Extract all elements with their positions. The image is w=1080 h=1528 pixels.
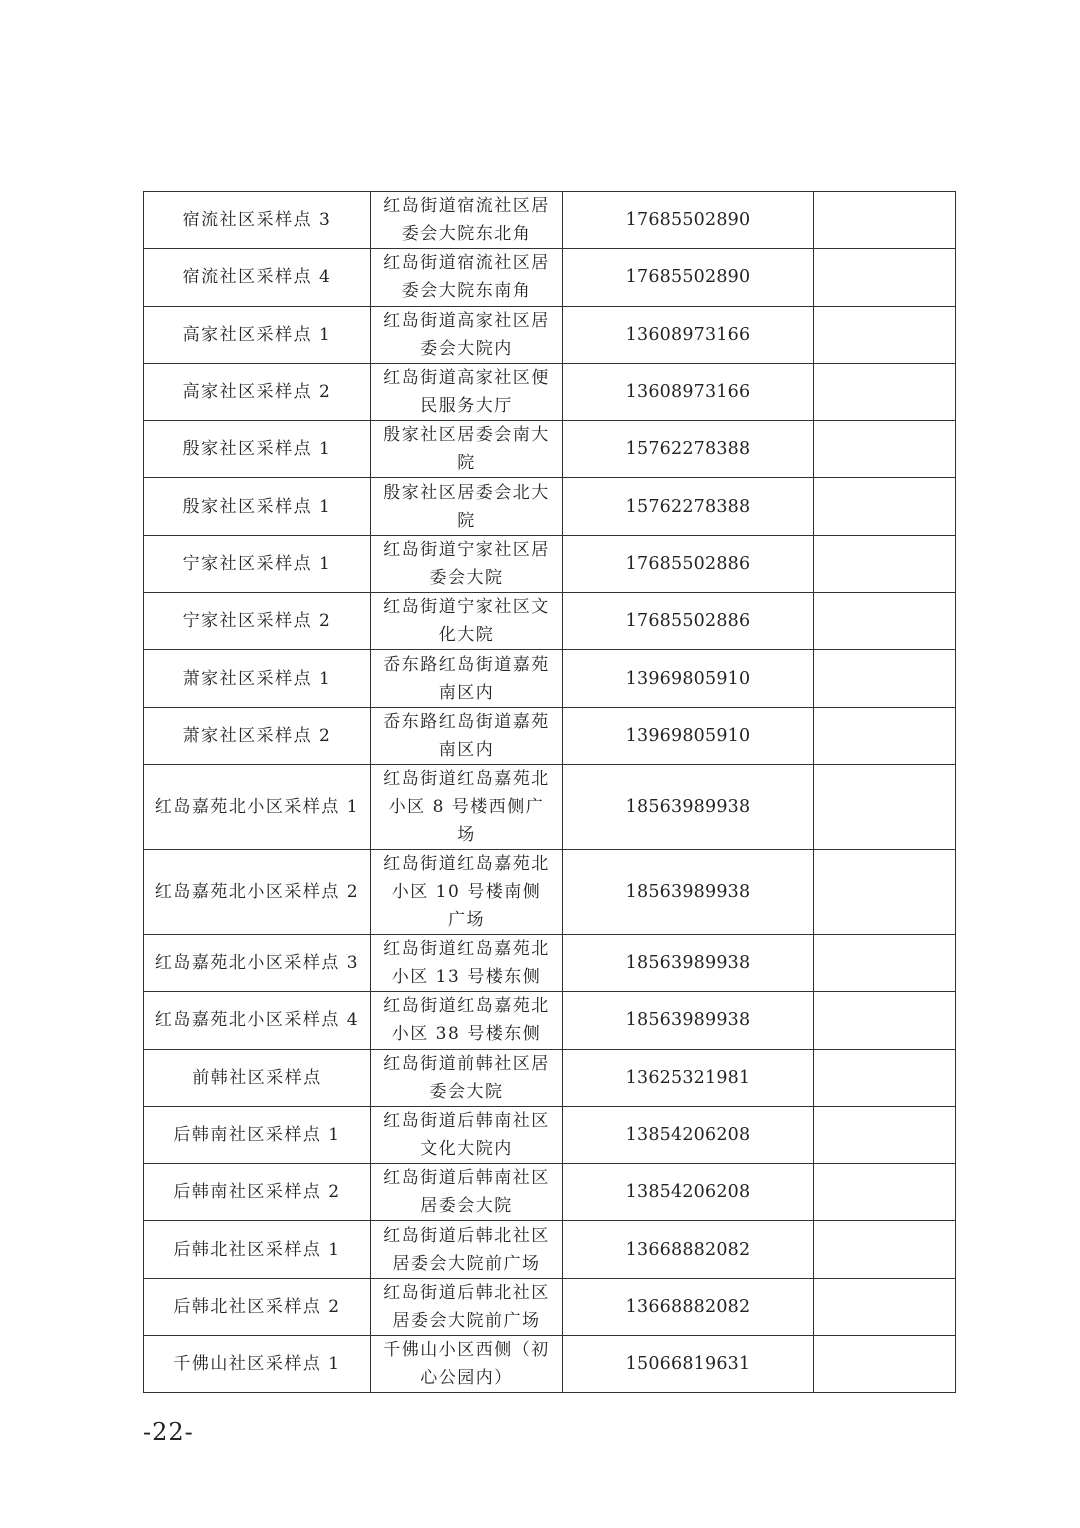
site-name-cell: 殷家社区采样点 1 — [144, 478, 371, 535]
phone-cell: 13969805910 — [563, 707, 814, 764]
site-name-cell: 宁家社区采样点 1 — [144, 535, 371, 592]
phone-cell: 17685502886 — [563, 593, 814, 650]
phone-cell: 18563989938 — [563, 764, 814, 849]
site-name-cell: 宁家社区采样点 2 — [144, 593, 371, 650]
table-row — [144, 764, 956, 849]
address-cell: 红岛街道宁家社区居委会大院 — [371, 535, 563, 592]
phone-cell: 18563989938 — [563, 849, 814, 934]
sampling-sites-table — [143, 191, 956, 1393]
site-name-cell: 萧家社区采样点 1 — [144, 650, 371, 707]
phone-cell: 13854206208 — [563, 1106, 814, 1163]
table-row — [144, 249, 956, 306]
table-row — [144, 593, 956, 650]
address-cell: 红岛街道宁家社区文化大院 — [371, 593, 563, 650]
address-cell: 红岛街道高家社区便民服务大厅 — [371, 363, 563, 420]
table-row — [144, 707, 956, 764]
phone-cell: 17685502890 — [563, 249, 814, 306]
site-name-cell: 宿流社区采样点 3 — [144, 192, 371, 249]
site-name-cell: 前韩社区采样点 — [144, 1049, 371, 1106]
site-name-cell: 红岛嘉苑北小区采样点 4 — [144, 992, 371, 1049]
note-cell — [814, 535, 956, 592]
address-cell: 岙东路红岛街道嘉苑南区内 — [371, 707, 563, 764]
table-row — [144, 1049, 956, 1106]
site-name-cell: 红岛嘉苑北小区采样点 3 — [144, 934, 371, 991]
phone-cell: 15762278388 — [563, 421, 814, 478]
table-row — [144, 1336, 956, 1393]
note-cell — [814, 1106, 956, 1163]
note-cell — [814, 1049, 956, 1106]
address-cell: 殷家社区居委会南大院 — [371, 421, 563, 478]
phone-cell: 13608973166 — [563, 363, 814, 420]
phone-cell: 13625321981 — [563, 1049, 814, 1106]
phone-cell: 13969805910 — [563, 650, 814, 707]
site-name-cell: 后韩南社区采样点 2 — [144, 1164, 371, 1221]
page-number: -22- — [143, 1418, 194, 1446]
address-cell: 千佛山小区西侧（初心公园内） — [371, 1336, 563, 1393]
phone-cell: 17685502886 — [563, 535, 814, 592]
phone-cell: 13668882082 — [563, 1278, 814, 1335]
table-row — [144, 1278, 956, 1335]
table-row — [144, 363, 956, 420]
address-cell: 岙东路红岛街道嘉苑南区内 — [371, 650, 563, 707]
note-cell — [814, 363, 956, 420]
table-row — [144, 421, 956, 478]
note-cell — [814, 650, 956, 707]
table-row — [144, 1106, 956, 1163]
note-cell — [814, 421, 956, 478]
note-cell — [814, 192, 956, 249]
address-cell: 殷家社区居委会北大院 — [371, 478, 563, 535]
site-name-cell: 后韩南社区采样点 1 — [144, 1106, 371, 1163]
site-name-cell: 高家社区采样点 1 — [144, 306, 371, 363]
phone-cell: 15762278388 — [563, 478, 814, 535]
phone-cell: 13668882082 — [563, 1221, 814, 1278]
note-cell — [814, 849, 956, 934]
address-cell: 红岛街道后韩南社区居委会大院 — [371, 1164, 563, 1221]
site-name-cell: 萧家社区采样点 2 — [144, 707, 371, 764]
address-cell: 红岛街道红岛嘉苑北小区 8 号楼西侧广场 — [371, 764, 563, 849]
address-cell: 红岛街道后韩南社区文化大院内 — [371, 1106, 563, 1163]
note-cell — [814, 1336, 956, 1393]
note-cell — [814, 249, 956, 306]
table-row — [144, 1164, 956, 1221]
table-row — [144, 306, 956, 363]
note-cell — [814, 478, 956, 535]
address-cell: 红岛街道后韩北社区居委会大院前广场 — [371, 1278, 563, 1335]
table-row — [144, 650, 956, 707]
note-cell — [814, 306, 956, 363]
note-cell — [814, 934, 956, 991]
note-cell — [814, 1164, 956, 1221]
phone-cell: 18563989938 — [563, 992, 814, 1049]
table-row — [144, 849, 956, 934]
address-cell: 红岛街道前韩社区居委会大院 — [371, 1049, 563, 1106]
site-name-cell: 高家社区采样点 2 — [144, 363, 371, 420]
note-cell — [814, 1221, 956, 1278]
table-row — [144, 535, 956, 592]
site-name-cell: 殷家社区采样点 1 — [144, 421, 371, 478]
address-cell: 红岛街道红岛嘉苑北小区 10 号楼南侧广场 — [371, 849, 563, 934]
phone-cell: 13608973166 — [563, 306, 814, 363]
phone-cell: 18563989938 — [563, 934, 814, 991]
note-cell — [814, 992, 956, 1049]
site-name-cell: 宿流社区采样点 4 — [144, 249, 371, 306]
site-name-cell: 红岛嘉苑北小区采样点 1 — [144, 764, 371, 849]
note-cell — [814, 707, 956, 764]
phone-cell: 13854206208 — [563, 1164, 814, 1221]
site-name-cell: 千佛山社区采样点 1 — [144, 1336, 371, 1393]
address-cell: 红岛街道宿流社区居委会大院东南角 — [371, 249, 563, 306]
address-cell: 红岛街道红岛嘉苑北小区 13 号楼东侧 — [371, 934, 563, 991]
table-row — [144, 1221, 956, 1278]
phone-cell: 15066819631 — [563, 1336, 814, 1393]
table-row — [144, 992, 956, 1049]
table-row — [144, 934, 956, 991]
address-cell: 红岛街道后韩北社区居委会大院前广场 — [371, 1221, 563, 1278]
site-name-cell: 后韩北社区采样点 1 — [144, 1221, 371, 1278]
note-cell — [814, 764, 956, 849]
phone-cell: 17685502890 — [563, 192, 814, 249]
site-name-cell: 红岛嘉苑北小区采样点 2 — [144, 849, 371, 934]
address-cell: 红岛街道宿流社区居委会大院东北角 — [371, 192, 563, 249]
table-body — [144, 192, 956, 1393]
site-name-cell: 后韩北社区采样点 2 — [144, 1278, 371, 1335]
address-cell: 红岛街道高家社区居委会大院内 — [371, 306, 563, 363]
note-cell — [814, 593, 956, 650]
note-cell — [814, 1278, 956, 1335]
table-row — [144, 192, 956, 249]
table-row — [144, 478, 956, 535]
address-cell: 红岛街道红岛嘉苑北小区 38 号楼东侧 — [371, 992, 563, 1049]
